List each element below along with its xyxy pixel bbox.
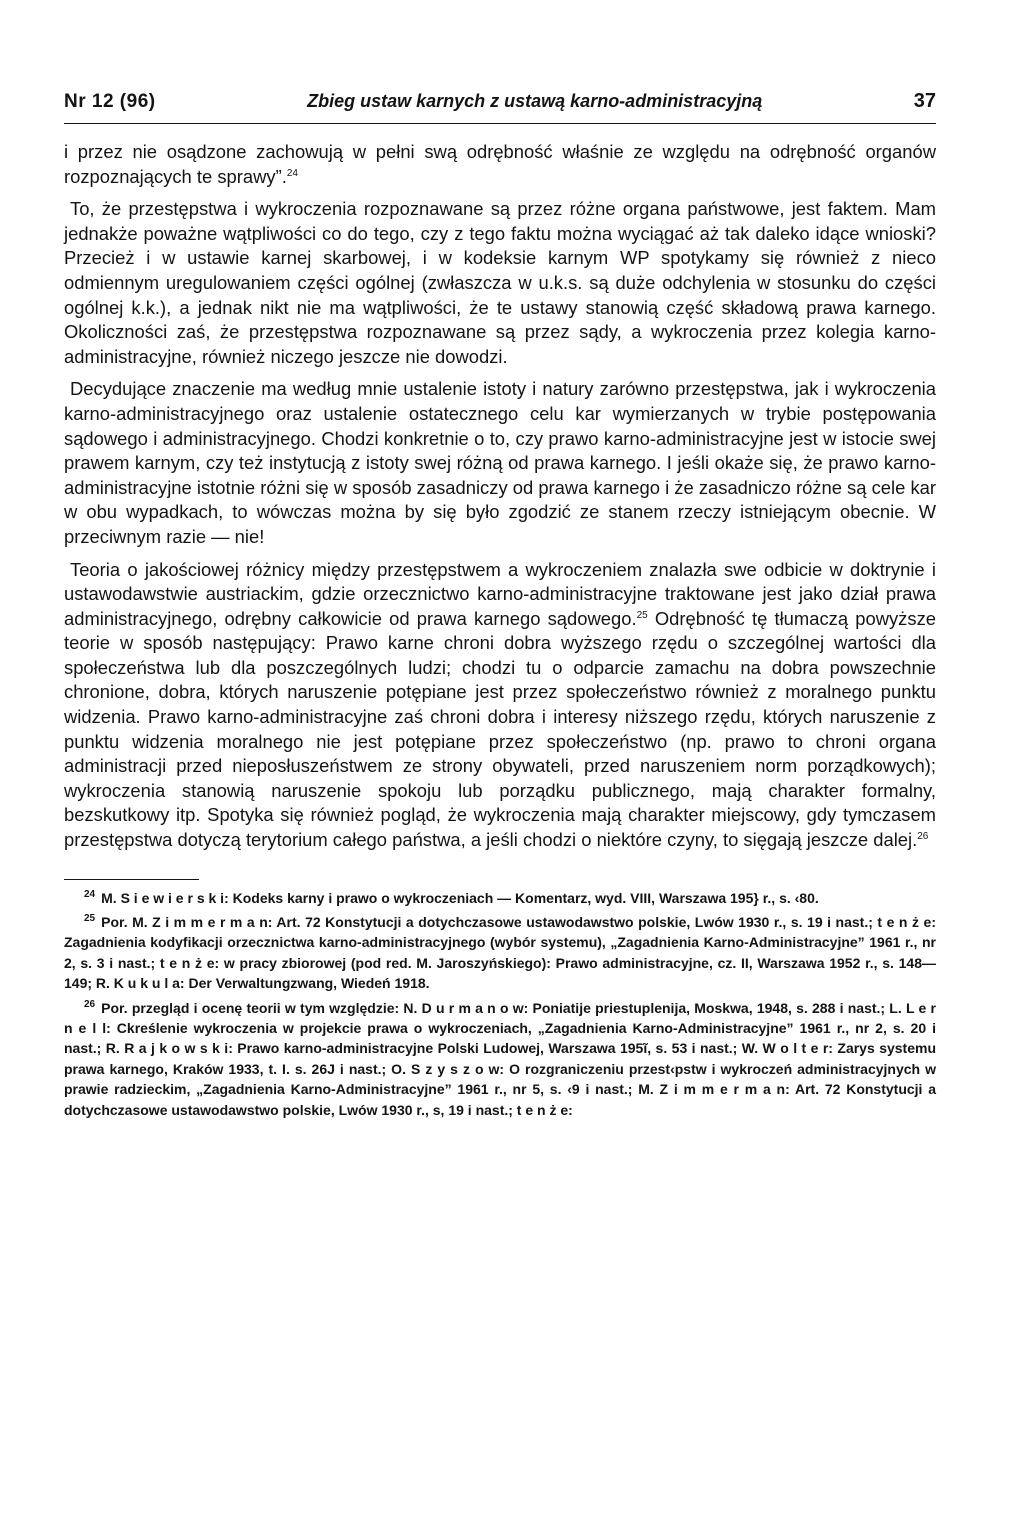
- page-number: 37: [913, 90, 936, 112]
- footnote-number: 24: [84, 888, 96, 900]
- paragraph-2: To, że przestępstwa i wykroczenia rozpoznawane są przez różne organa państwowe, jest faktem. Mam jednakże poważne wątpliwości co do tego, czy z tego faktu można wyciągać aż tak daleko idące wnioski? Przecież i w ustawie karnej skarbowej, i w kodeksie karnym WP spotykamy się również z nieco odmiennym uregulowaniem części ogólnej (zwłaszcza w u.k.s. są duże odchylenia w stosunku do części ogólnej k.k.), a jednak nikt nie ma wątpliwości, że te ustawy stanowią część składową prawa karnego. Okoliczności zaś, że przestępstwa rozpoznawane są przez sądy, a wykroczenia przez kolegia karno-administracyjne, również niczego jeszcze nie dowodzi.: [64, 198, 936, 367]
- footnote-text: Por. przegląd i ocenę teorii w tym względzie: N. D u r m a n o w: Poniatije priestuplenija, Moskwa, 1948, s. 288 i nast.; L. L e r n e l l: Ckreślenie wykroczenia w projekcie prawa o wykroczeniach, „Zagadnienia Karno-Administracyjne” 1961 r., nr 2, s. 20 i nast.; R. R a j k o w s k i: Prawo karno-administracyjne Polski Ludowej, Warszawa 195ĩ, s. 53 i nast.; W. W o l t e r: Zarys systemu prawa karnego, Kraków 1933, t. I. s. 26J i nast.; O. S z y s z o w: O rozgraniczeniu przest‹pstw i wykroczeń administracyjnych w prawie radzieckim, „Zagadnienia Karno-Administracyjne” 1961 r., nr 5, s. ‹9 i nast.; M. Z i m m e r m a n: Art. 72 Konstytucji a dotychczasowe ustawodawstwo polskie, Lwów 1930 r., s, 19 i nast.; t e n ż e:: [64, 999, 936, 1118]
- document-page: [64, 90, 936, 1120]
- paragraph-4-text-b: Odrębność tę tłumaczą powyższe teorie w sposób następujący: Prawo karne chroni dobra wyższego rzędu o szczególnej wartości dla społeczeństwa lub dla poszczególnych ludzi; chodzi tu o odparcie zamachu na dobra powszechnie chronione, dobra, których naruszenie potępiane jest przez społeczeństwo również z moralnego punktu widzenia. Prawo karno-administracyjne zaś chroni dobra i interesy niższego rzędu, których naruszenie z punktu widzenia moralnego nie jest potępiane przez społeczeństwo (np. prawo to chroni organa administracji przed nieposłuszeństwem ze strony obywateli, przed naruszeniem norm porządkowych); wykroczenia stanowią naruszenie spokoju lub porządku publicznego, mają charakter formalny, bezskutkowy itp. Spotyka się również pogląd, że wykroczenia mają charakter miejscowy, gdy tymczasem przestępstwa dotyczą terytorium całego państwa, a jeśli chodzi o niektóre czyny, to sięgają jeszcze dalej.: [64, 607, 936, 851]
- paragraph-1: [64, 140, 936, 189]
- running-header: [64, 90, 936, 124]
- footnote-text: M. S i e w i e r s k i: Kodeks karny i prawo o wykroczeniach — Komentarz, wyd. VIII, Warszawa 195} r., s. ‹80.: [101, 889, 819, 906]
- footnote-25: [64, 912, 936, 994]
- footnote-26: [64, 998, 936, 1120]
- paragraph-3: Decydujące znaczenie ma według mnie ustalenie istoty i natury zarówno przestępstwa, jak i wykroczenia karno-administracyjnego oraz ustalenie ostatecznego celu kar wymierzanych w trybie postępowania sądowego i administracyjnego. Chodzi konkretnie o to, czy prawo karno-administracyjne jest w istocie swej prawem karnym, czy też instytucją z istoty swej różną od prawa karnego. I jeśli okaże się, że prawo karno-administracyjne istotnie różni się w sposób zasadniczy od prawa karnego i że zasadniczo różne są cele kar w obu wypadkach, to wówczas można by się było zgodzić ze stanem rzeczy istniejącym obecnie. W przeciwnym razie — nie!: [64, 378, 936, 547]
- footnote-ref-26: 26: [917, 830, 929, 842]
- footnote-number: 26: [84, 999, 96, 1010]
- running-title: Zbieg ustaw karnych z ustawą karno-administracyjną: [307, 91, 763, 111]
- paragraph-4: [64, 558, 936, 853]
- issue-number: Nr 12 (96): [64, 91, 156, 112]
- footnote-24: [64, 888, 936, 908]
- paragraph-1-text: i przez nie osądzone zachowują w pełni swą odrębność właśnie ze względu na odrębność organów rozpoznających te sprawy”.: [64, 141, 936, 187]
- paragraph-4-text-a: Teoria o jakościowej różnicy między przestępstwem a wykroczeniem znalazła swe odbicie w doktrynie i ustawodawstwie austriackim, gdzie orzecznictwo karno-administracyjne traktowane jest jako dział prawa administracyjnego, odrębny całkowicie od prawa karnego sądowego.: [64, 558, 936, 629]
- footnote-number: 25: [84, 913, 96, 925]
- footnotes: [64, 888, 936, 1120]
- body-text: [64, 140, 936, 853]
- footnote-text: Por. M. Z i m m e r m a n: Art. 72 Konstytucji a dotychczasowe ustawodawstwo polskie, Lwów 1930 r., s. 19 i nast.; t e n ż e: Zagadnienia kodyfikacji orzecznictwa karno-administracyjnego (wybór systemu), „Zagadnienia Karno-Administracyjne” 1961 r., nr 2, s. 3 i nast.; t e n ż e: w pracy zbiorowej (pod red. M. Jaroszyńskiego): Prawo administracyjne, cz. II, Warszawa 1952 r., s. 148—149; R. K u k u l a: Der Verwaltungzwang, Wiedeń 1918.: [64, 914, 936, 992]
- footnote-ref-25: 25: [636, 609, 648, 621]
- footnote-divider: [64, 879, 199, 880]
- footnote-ref-24: 24: [286, 167, 298, 179]
